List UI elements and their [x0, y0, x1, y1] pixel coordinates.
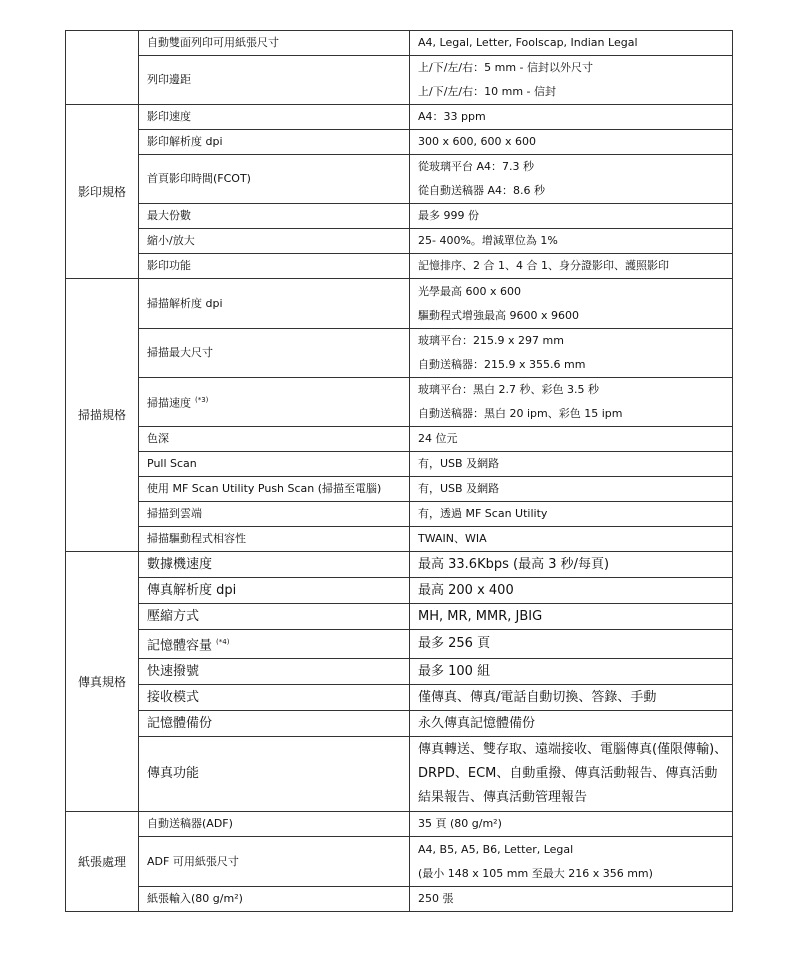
spec-label: [139, 477, 410, 502]
spec-label-text: ADF 可用紙張尺寸: [147, 854, 239, 868]
spec-value: [410, 552, 733, 578]
spec-row: [66, 737, 733, 812]
group-label: [66, 31, 139, 105]
spec-value-line: 有，USB 及網路: [418, 482, 500, 495]
spec-value: [410, 130, 733, 155]
spec-label-text: 接收模式: [147, 689, 200, 705]
spec-label: [139, 630, 410, 659]
spec-value-line: A4：33 ppm: [418, 110, 486, 123]
spec-label-text: 數據機速度: [147, 556, 213, 572]
spec-value-line: 僅傳真、傳真/電話自動切換、答錄、手動: [418, 689, 657, 705]
spec-value-line: 結果報告、傳真活動管理報告: [418, 790, 588, 806]
spec-row: [66, 31, 733, 56]
spec-label-text: 影印功能: [147, 259, 191, 272]
spec-value-line: 玻璃平台：黑白 2.7 秒、彩色 3.5 秒: [418, 383, 599, 396]
spec-label-text: 掃描速度: [147, 396, 191, 410]
spec-label: [139, 552, 410, 578]
spec-value-line: 300 x 600, 600 x 600: [418, 135, 536, 148]
spec-label: [139, 711, 410, 737]
spec-label-text: 記憶體容量: [147, 638, 213, 654]
group-label: 紙張處理: [66, 812, 139, 912]
spec-value-line: (最小 148 x 105 mm 至最大 216 x 356 mm): [418, 866, 653, 880]
spec-label-text: 影印速度: [147, 110, 191, 123]
spec-label-text: 首頁影印時間(FCOT): [147, 172, 251, 185]
spec-row: [66, 578, 733, 604]
spec-value: [410, 279, 733, 329]
spec-label: [139, 659, 410, 685]
spec-label-text: 影印解析度 dpi: [147, 135, 223, 148]
spec-label-text: 列印邊距: [147, 73, 191, 86]
spec-value: [410, 229, 733, 254]
spec-value-line: 25- 400%。增減單位為 1%: [418, 234, 558, 247]
spec-label: [139, 229, 410, 254]
spec-value-line: 自動送稿器：215.9 x 355.6 mm: [418, 358, 586, 371]
spec-row: [66, 204, 733, 229]
spec-value: [410, 837, 733, 887]
spec-label: [139, 502, 410, 527]
spec-value: [410, 812, 733, 837]
spec-value-line: 自動送稿器：黑白 20 ipm、彩色 15 ipm: [418, 407, 623, 420]
spec-value: [410, 578, 733, 604]
spec-label: [139, 887, 410, 912]
spec-value-line: TWAIN、WIA: [418, 532, 487, 545]
spec-value-line: 光學最高 600 x 600: [418, 284, 521, 298]
spec-value: [410, 630, 733, 659]
spec-label: [139, 737, 410, 812]
spec-label-text: 掃描解析度 dpi: [147, 296, 223, 310]
spec-row: [66, 604, 733, 630]
spec-row: [66, 502, 733, 527]
spec-row: [66, 378, 733, 427]
spec-label: [139, 685, 410, 711]
spec-label: [139, 329, 410, 378]
spec-row: [66, 711, 733, 737]
spec-label-text: 傳真功能: [147, 766, 200, 782]
footnote-marker: (*3): [195, 396, 209, 405]
spec-row: [66, 254, 733, 279]
spec-value-line: 35 頁 (80 g/m²): [418, 817, 502, 831]
group-label: 影印規格: [66, 105, 139, 279]
spec-value-line: A4, Legal, Letter, Foolscap, Indian Legal: [418, 36, 638, 49]
spec-label: [139, 279, 410, 329]
spec-row: [66, 477, 733, 502]
spec-label: [139, 378, 410, 427]
spec-row: [66, 527, 733, 552]
spec-label: [139, 155, 410, 204]
spec-row: [66, 812, 733, 837]
spec-value-line: 有，透過 MF Scan Utility: [418, 507, 548, 520]
spec-value: [410, 155, 733, 204]
spec-label-text: 自動送稿器(ADF): [147, 817, 233, 831]
spec-label-text: 最大份數: [147, 209, 191, 222]
spec-row: [66, 452, 733, 477]
spec-value: [410, 502, 733, 527]
spec-label-text: 自動雙面列印可用紙張尺寸: [147, 36, 279, 49]
spec-value-line: 驅動程式增強最高 9600 x 9600: [418, 308, 579, 322]
spec-value: [410, 685, 733, 711]
spec-row: [66, 552, 733, 578]
spec-value-line: 250 張: [418, 892, 454, 906]
spec-row: [66, 329, 733, 378]
spec-label-text: 縮小/放大: [147, 234, 195, 247]
spec-label: [139, 427, 410, 452]
spec-value-line: 傳真轉送、雙存取、遠端接收、電腦傳真(僅限傳輸)、: [418, 742, 728, 758]
spec-value-line: A4, B5, A5, B6, Letter, Legal: [418, 842, 574, 856]
spec-row: [66, 630, 733, 659]
spec-value-line: 從玻璃平台 A4：7.3 秒: [418, 160, 535, 173]
spec-label: [139, 254, 410, 279]
spec-value-line: 上/下/左/右：10 mm - 信封: [418, 85, 557, 98]
spec-label: [139, 812, 410, 837]
spec-label: [139, 56, 410, 105]
group-label: 傳真規格: [66, 552, 139, 812]
spec-row: [66, 837, 733, 887]
spec-value: [410, 452, 733, 477]
spec-table: [65, 30, 733, 912]
spec-value: [410, 427, 733, 452]
spec-row: [66, 659, 733, 685]
spec-value-line: MH, MR, MMR, JBIG: [418, 608, 543, 624]
spec-row: [66, 130, 733, 155]
spec-value-line: 24 位元: [418, 432, 458, 445]
spec-value: [410, 711, 733, 737]
spec-row: [66, 56, 733, 105]
spec-value: [410, 56, 733, 105]
spec-value-line: 最高 200 x 400: [418, 582, 514, 598]
spec-label-text: 使用 MF Scan Utility Push Scan (掃描至電腦): [147, 482, 382, 495]
spec-label: [139, 130, 410, 155]
spec-value: [410, 254, 733, 279]
spec-value: [410, 105, 733, 130]
spec-row: [66, 155, 733, 204]
spec-label-text: 記憶體備份: [147, 715, 213, 731]
spec-label-text: 壓縮方式: [147, 608, 200, 624]
spec-value: [410, 329, 733, 378]
spec-label: [139, 527, 410, 552]
spec-label-text: 傳真解析度 dpi: [147, 582, 237, 598]
spec-value-line: 最高 33.6Kbps (最高 3 秒/每頁): [418, 556, 610, 572]
spec-label-text: 快速撥號: [147, 663, 200, 679]
spec-label-text: 紙張輸入(80 g/m²): [147, 892, 243, 906]
spec-value-line: 上/下/左/右：5 mm - 信封以外尺寸: [418, 61, 594, 74]
spec-value-line: 最多 100 組: [418, 663, 491, 679]
spec-value: [410, 31, 733, 56]
spec-row: [66, 887, 733, 912]
spec-label: [139, 204, 410, 229]
group-label: 掃描規格: [66, 279, 139, 552]
spec-value-line: 記憶排序、2 合 1、4 合 1、身分證影印、護照影印: [418, 259, 669, 272]
spec-value-line: DRPD、ECM、自動重撥、傳真活動報告、傳真活動: [418, 766, 718, 782]
spec-value-line: 永久傳真記憶體備份: [418, 715, 536, 731]
spec-value: [410, 737, 733, 812]
spec-value-line: 最多 999 份: [418, 209, 479, 222]
spec-label: [139, 452, 410, 477]
spec-label-text: 掃描最大尺寸: [147, 346, 213, 359]
spec-value: [410, 477, 733, 502]
spec-label: [139, 105, 410, 130]
spec-value-line: 最多 256 頁: [418, 636, 491, 652]
spec-row: [66, 279, 733, 329]
spec-label-text: Pull Scan: [147, 457, 197, 470]
spec-label-text: 掃描驅動程式相容性: [147, 532, 246, 545]
spec-value: [410, 527, 733, 552]
spec-label-text: 掃描到雲端: [147, 507, 202, 520]
spec-label-text: 色深: [147, 432, 169, 445]
spec-row: [66, 105, 733, 130]
spec-value-line: 從自動送稿器 A4：8.6 秒: [418, 184, 546, 197]
spec-label: [139, 837, 410, 887]
footnote-marker: (*4): [216, 638, 230, 646]
spec-value: [410, 204, 733, 229]
spec-value-line: 玻璃平台：215.9 x 297 mm: [418, 334, 564, 347]
spec-value: [410, 887, 733, 912]
spec-row: [66, 685, 733, 711]
spec-row: [66, 427, 733, 452]
spec-value: [410, 659, 733, 685]
spec-label: [139, 31, 410, 56]
spec-row: [66, 229, 733, 254]
spec-label: [139, 604, 410, 630]
spec-label: [139, 578, 410, 604]
spec-value: [410, 604, 733, 630]
spec-value-line: 有，USB 及網路: [418, 457, 500, 470]
spec-value: [410, 378, 733, 427]
